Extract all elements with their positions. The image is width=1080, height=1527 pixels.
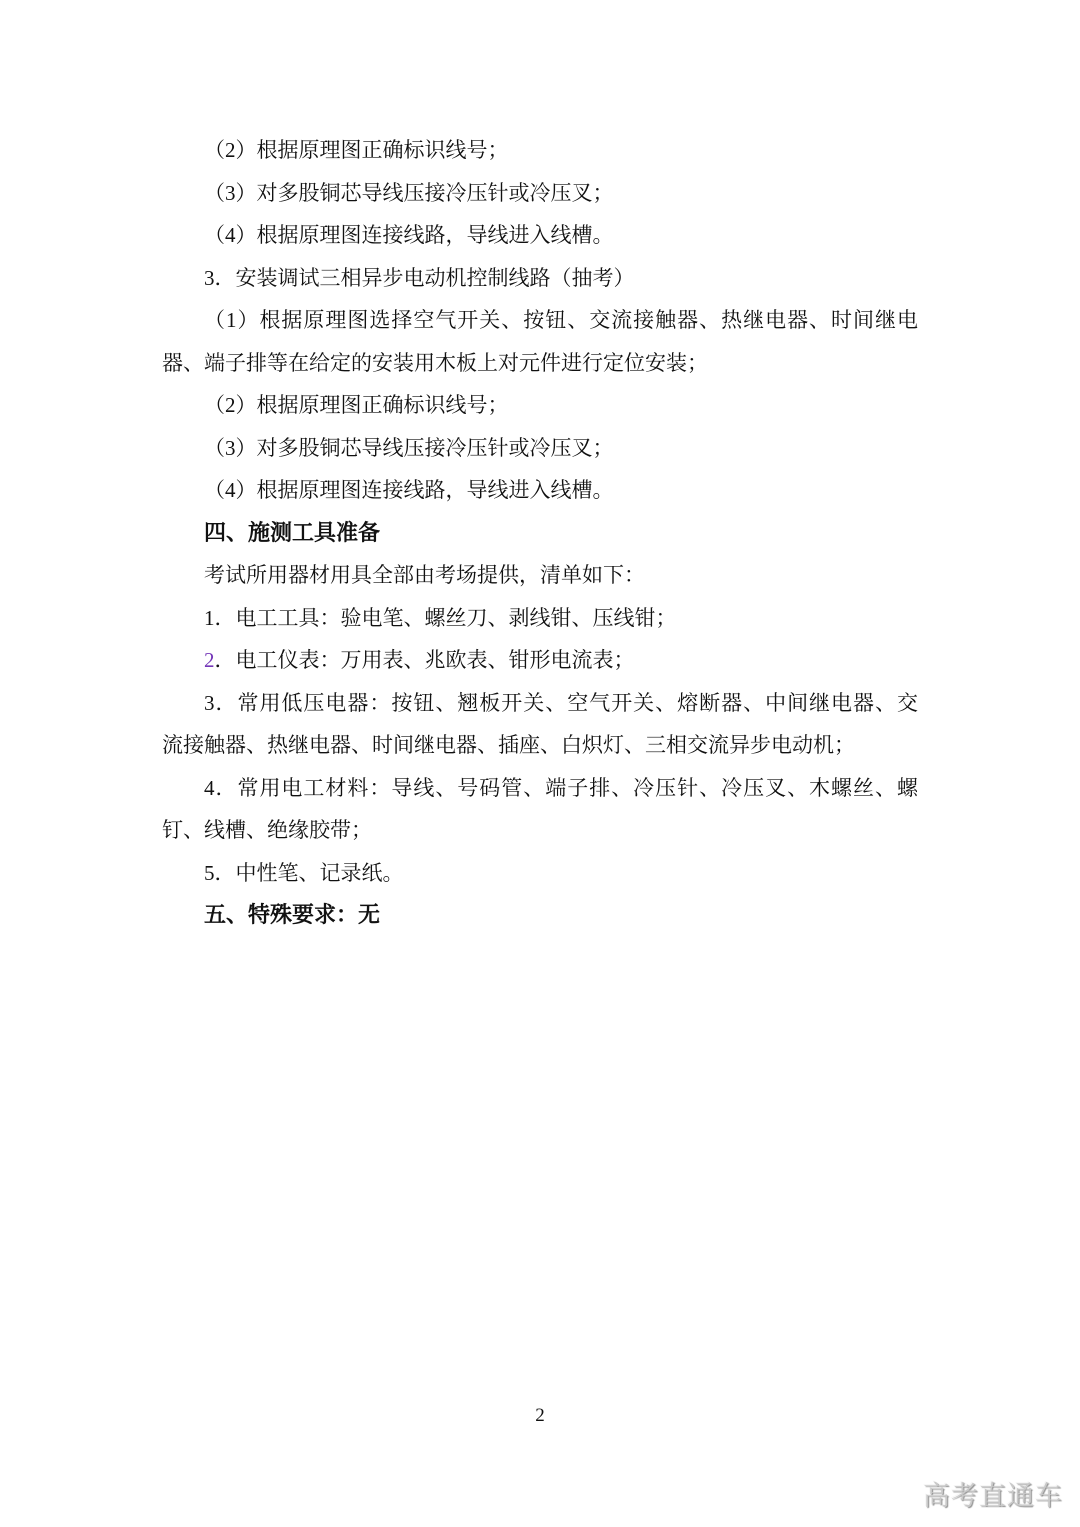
text-line: （1）根据原理图选择空气开关、按钮、交流接触器、热继电器、时间继电 (204, 308, 918, 332)
list-number-accent: 2 (204, 648, 215, 672)
text-line-body: ．电工仪表：万用表、兆欧表、钳形电流表； (214, 648, 635, 672)
text-line: （2）根据原理图正确标识线号； (204, 138, 509, 162)
text-line: 考试所用器材用具全部由考场提供，清单如下： (204, 563, 645, 587)
text-line: （2）根据原理图正确标识线号； (204, 393, 509, 417)
text-line: （3）对多股铜芯导线压接冷压针或冷压叉； (204, 435, 614, 460)
document-body (162, 129, 918, 937)
text-line: 3．常用低压电器：按钮、翘板开关、空气开关、熔断器、中间继电器、交 (204, 690, 918, 715)
text-line: （4）根据原理图连接线路，导线进入线槽。 (204, 478, 614, 502)
text-line (162, 639, 918, 682)
text-line: 5．中性笔、记录纸。 (204, 860, 404, 885)
section-heading: 四、施测工具准备 (204, 519, 381, 545)
section-heading: 五、特殊要求：无 (204, 902, 381, 927)
text-line: 器、端子排等在给定的安装用木板上对元件进行定位安装； (162, 350, 708, 375)
text-line: （4）根据原理图连接线路，导线进入线槽。 (204, 223, 614, 247)
text-line: 1．电工工具：验电笔、螺丝刀、剥线钳、压线钳； (204, 605, 677, 630)
watermark-text: 高考直通车 (923, 1481, 1063, 1511)
text-line: 流接触器、热继电器、时间继电器、插座、白炽灯、三相交流异步电动机； (162, 733, 855, 757)
text-line: （3）对多股铜芯导线压接冷压针或冷压叉； (204, 180, 614, 205)
text-line: 钉、线槽、绝缘胶带； (162, 818, 372, 842)
text-line: 3．安装调试三相异步电动机控制线路（抽考） (204, 265, 635, 290)
page-number: 2 (535, 1405, 545, 1426)
text-line: 4．常用电工材料：导线、号码管、端子排、冷压针、冷压叉、木螺丝、螺 (204, 775, 918, 800)
